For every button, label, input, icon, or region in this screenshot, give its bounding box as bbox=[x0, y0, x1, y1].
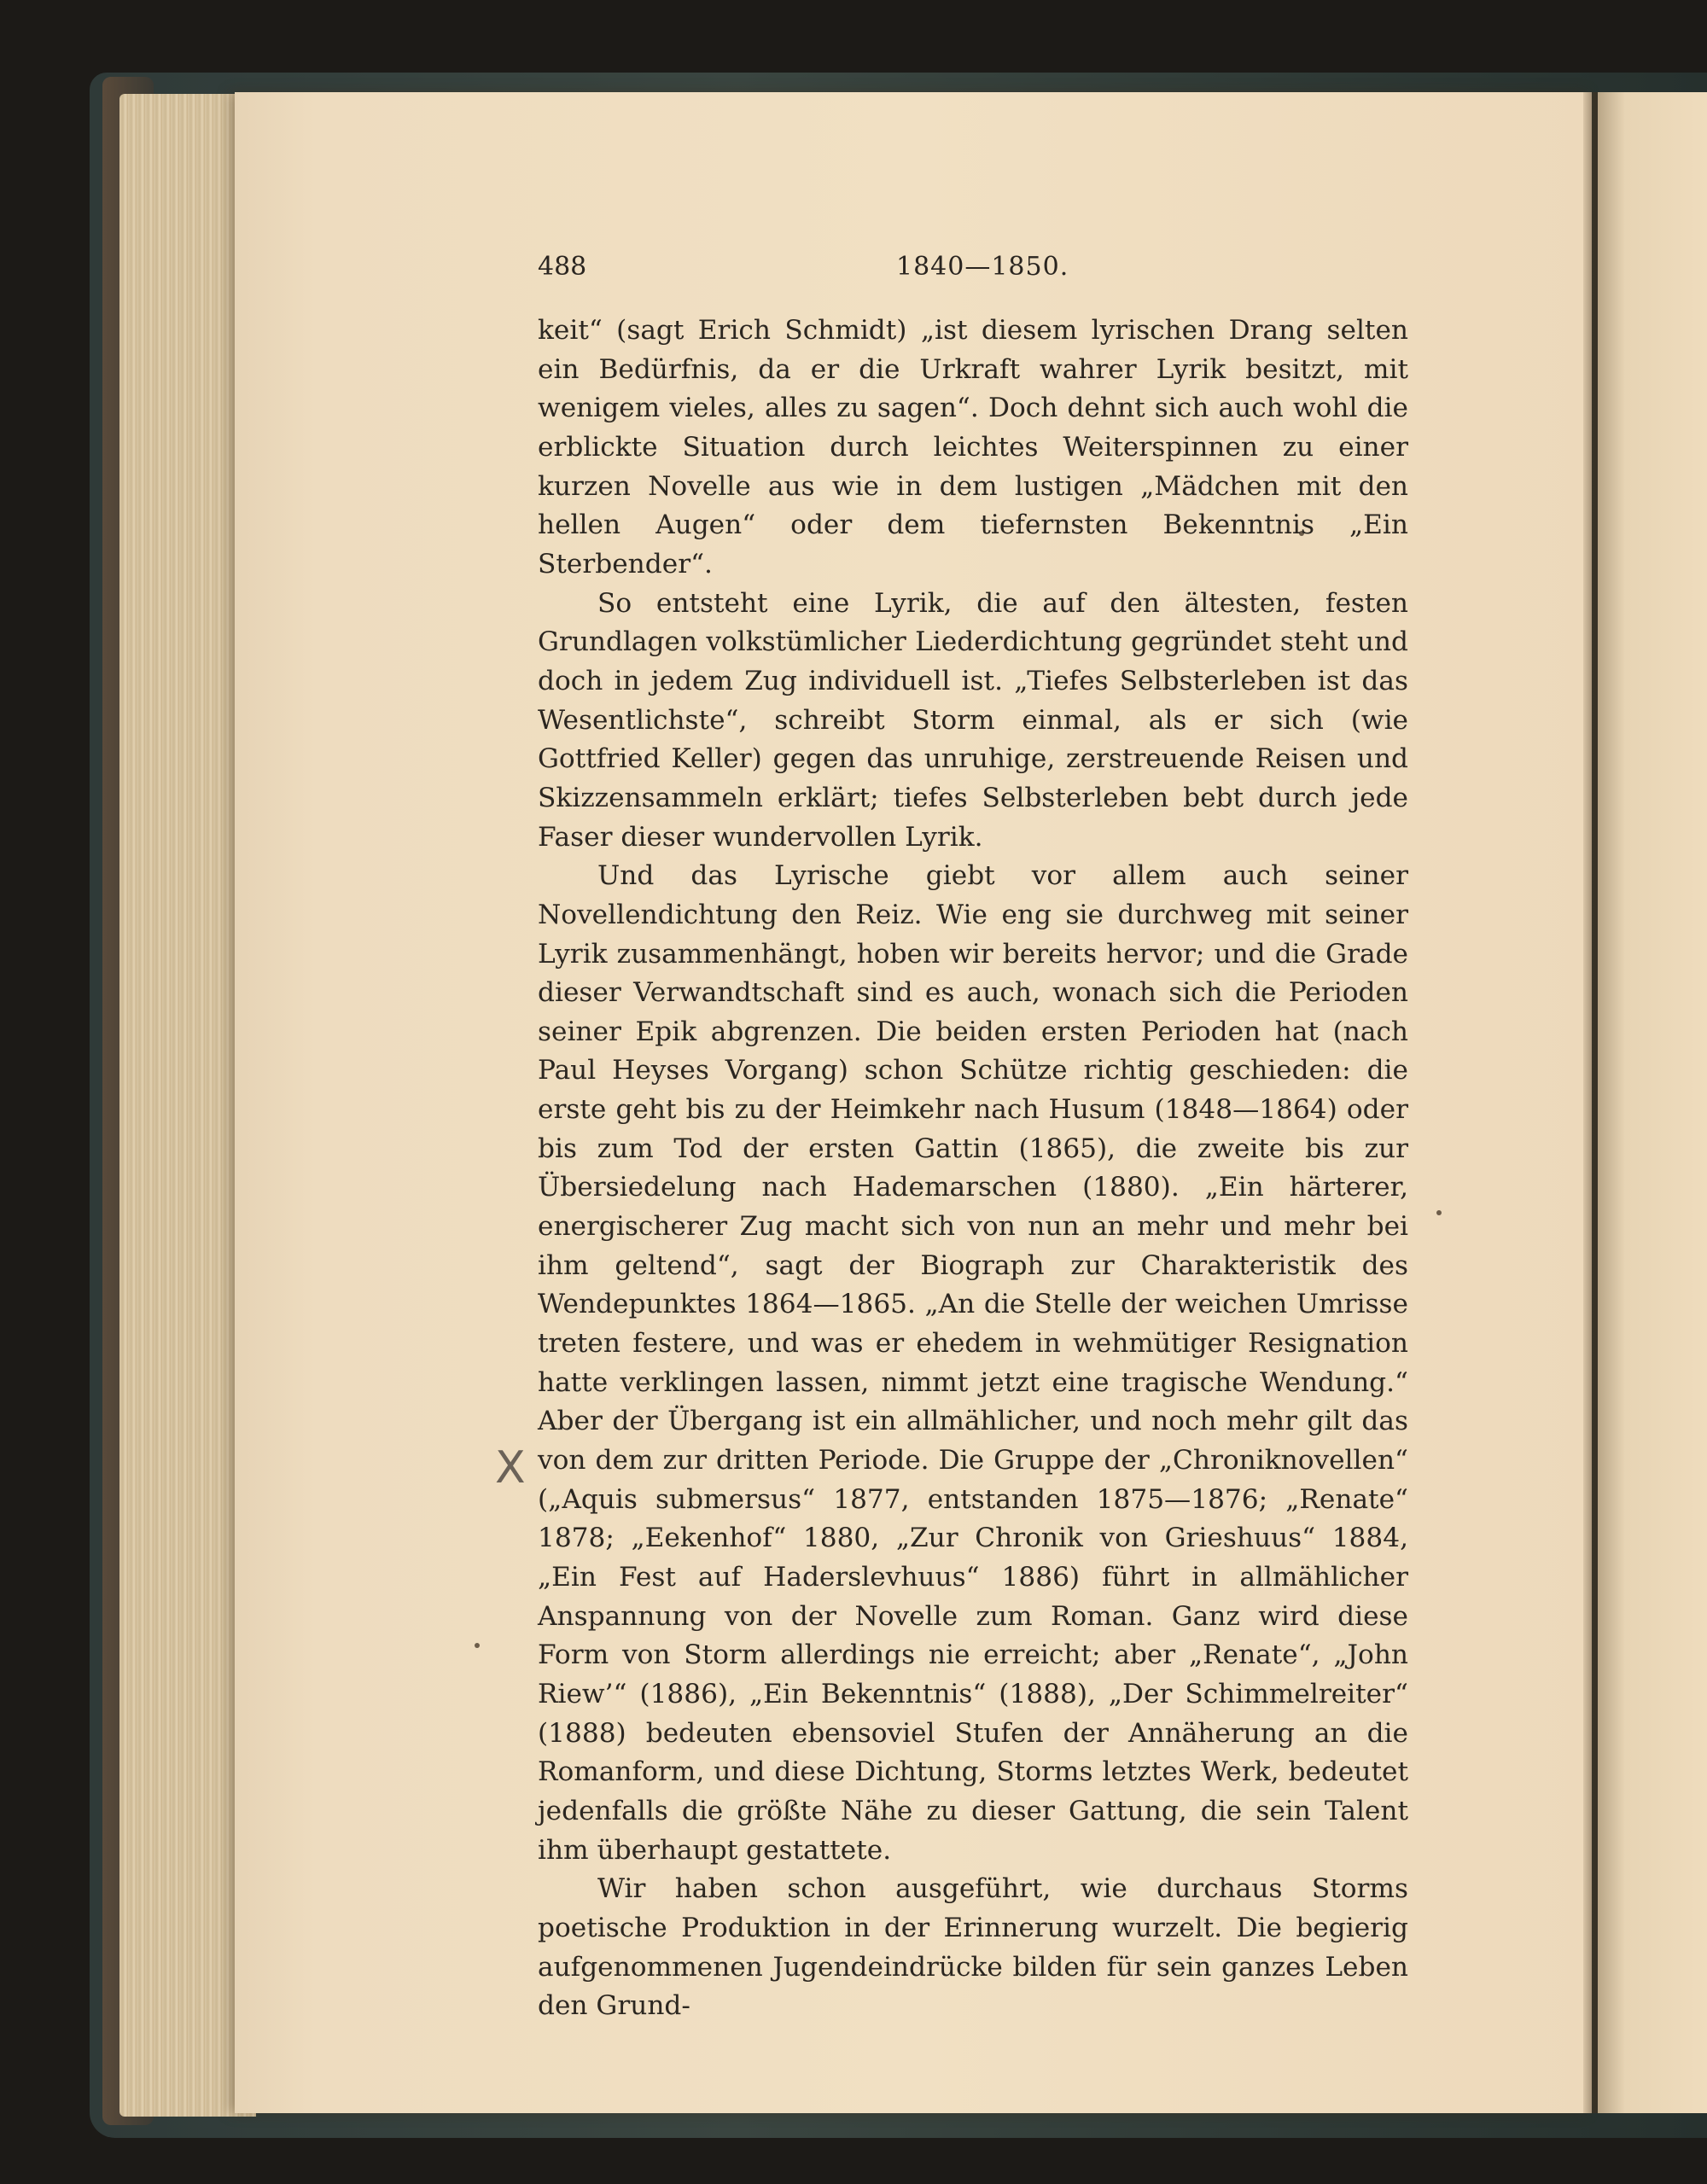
page-header bbox=[538, 252, 1408, 286]
paragraph: keit“ (sagt Erich Schmidt) „ist diesem lyrischen Drang selten ein Bedürfnis, da er die Urkraft wahrer Lyrik besitzt, mit wenigem vieles, alles zu sagen“. Doch dehnt sich auch wohl die erblickte Situation durch leichtes Weiterspinnen zu einer kurzen Novelle aus wie in dem lustigen „Mädchen mit den hellen Augen“ oder dem tiefernsten Bekenntnis „Ein Sterbender“. bbox=[538, 315, 1408, 579]
paper-speck bbox=[475, 1643, 480, 1648]
body-text bbox=[538, 312, 1408, 2026]
paragraph: Wir haben schon ausgeführt, wie durchaus Storms poetische Produktion in der Erinnerung wurzelt. Die begierig aufgenommenen Jugendeindrücke bilden für sein ganzes Leben den Grund- bbox=[538, 1873, 1408, 2022]
running-head: 1840—1850. bbox=[896, 252, 1069, 282]
facing-page-edge bbox=[1598, 92, 1707, 2113]
pencil-margin-mark: X bbox=[495, 1442, 526, 1494]
paragraph: Und das Lyrische giebt vor allem auch seiner Novellendichtung den Reiz. Wie eng sie durchweg mit seiner Lyrik zusammenhängt, hoben wir bereits hervor; und die Grade dieser Verwandtschaft sind es auch, wonach sich die Perioden seiner Epik abgrenzen. Die beiden ersten Perioden hat (nach Paul Heyses Vorgang) schon Schütze richtig geschieden: die erste geht bis zu der Heimkehr nach Husum (1848—1864) oder bis zum Tod der ersten Gattin (1865), die zweite bis zur Übersiedelung nach Hademarschen (1880). „Ein härterer, energischerer Zug macht sich von nun an mehr und mehr bei ihm geltend“, sagt der Biograph zur Charakteristik des Wendepunktes 1864—1865. „An die Stelle der weichen Umrisse treten festere, und was er ehedem in wehmütiger Resignation hatte verklingen lassen, nimmt jetzt eine tragische Wendung.“ Aber der Übergang ist ein allmählicher, und noch mehr gilt das von dem zur dritten Periode. Die Gruppe der „Chroniknovellen“ („Aquis submersus“ 1877, entstanden 1875—1876; „Renate“ 1878; „Eekenhof“ 1880, „Zur Chronik von Grieshuus“ 1884, „Ein Fest auf Haderslevhuus“ 1886) führt in allmählicher Anspannung von der Novelle zum Roman. Ganz wird diese Form von Storm allerdings nie erreicht; aber „Renate“, „John Riew’“ (1886), „Ein Bekenntnis“ (1888), „Der Schimmelreiter“ (1888) bedeuten ebensoviel Stufen der Annäherung an die Romanform, und diese Dichtung, Storms letztes Werk, bedeutet jedenfalls die größte Nähe zu dieser Gattung, die sein Talent ihm überhaupt gestattete. bbox=[538, 860, 1408, 1866]
page-number: 488 bbox=[538, 252, 587, 282]
paragraph: So entsteht eine Lyrik, die auf den ältesten, festen Grundlagen volkstümlicher Liederdichtung gegründet steht und doch in jedem Zug individuell ist. „Tiefes Selbsterleben ist das Wesentlichste“, schreibt Storm einmal, als er sich (wie Gottfried Keller) gegen das unruhige, zerstreuende Reisen und Skizzensammeln erklärt; tiefes Selbsterleben bebt durch jede Faser dieser wundervollen Lyrik. bbox=[538, 587, 1408, 853]
paper-speck bbox=[1436, 1210, 1442, 1215]
